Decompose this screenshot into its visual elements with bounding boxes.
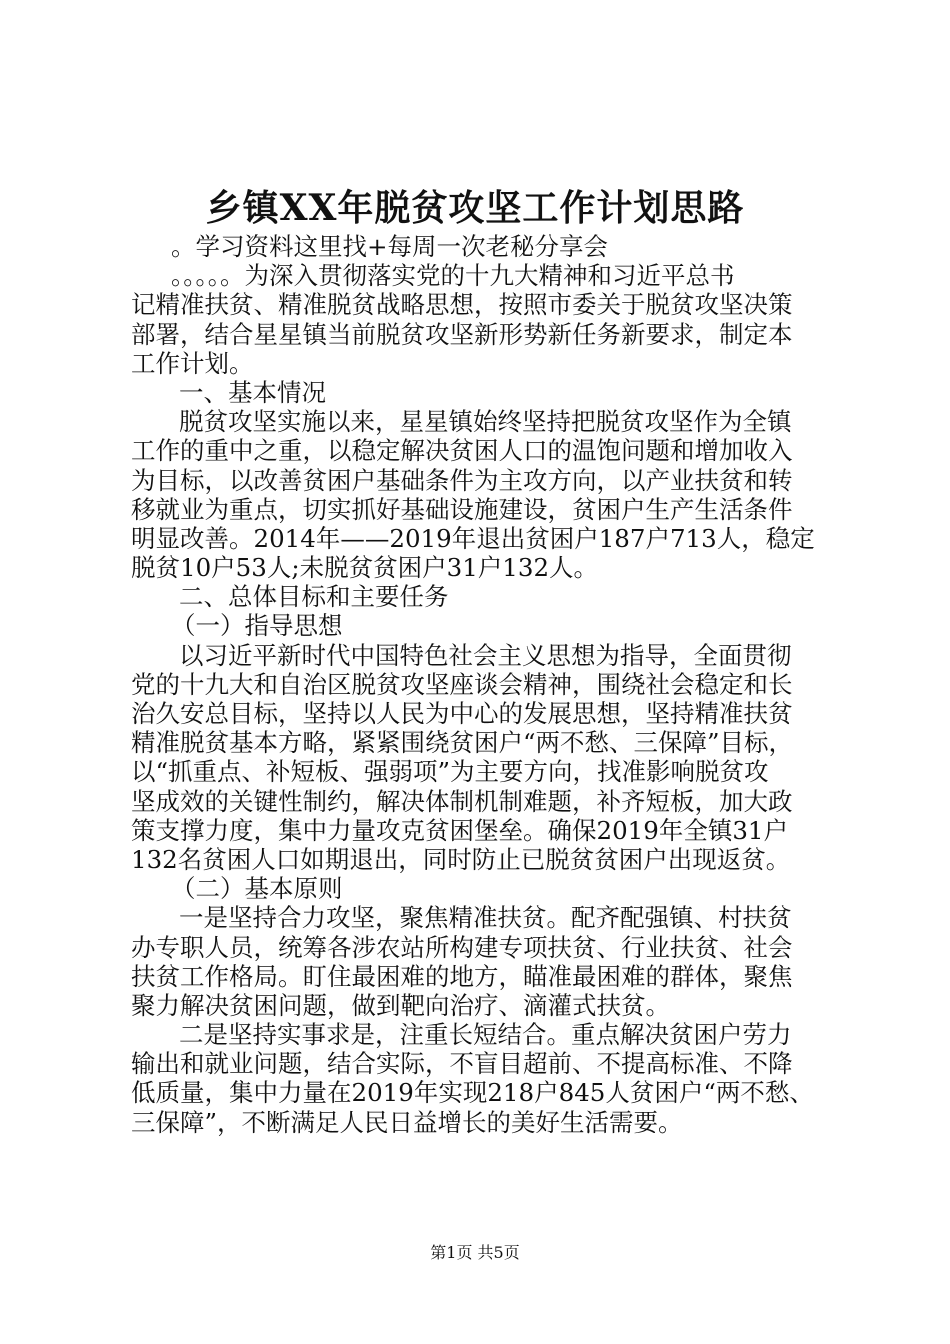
subsection-heading: （一）指导思想 xyxy=(171,611,343,641)
text-line: 。学习资料这里找+每周一次老秘分享会 xyxy=(171,232,609,261)
text-line: 以习近平新时代中国特色社会主义思想为指导，全面贯彻 xyxy=(179,640,792,670)
document-body xyxy=(131,232,831,1137)
document-title: 乡镇XX年脱贫攻坚工作计划思路 xyxy=(205,187,745,229)
text-line: 脱贫攻坚实施以来，星星镇始终坚持把脱贫攻坚作为全镇 xyxy=(179,407,792,437)
text-line: 党的十九大和自治区脱贫攻坚座谈会精神，围绕社会稳定和长 xyxy=(131,669,793,699)
text-line: 一是坚持合力攻坚，聚焦精准扶贫。配齐配强镇、村扶贫 xyxy=(179,903,792,933)
text-line: 脱贫10户53人;未脱贫贫困户31户132人。 xyxy=(131,553,599,583)
text-line: 二是坚持实事求是，注重长短结合。重点解决贫困户劳力 xyxy=(179,1020,792,1050)
text-line: 扶贫工作格局。盯住最困难的地方，瞄准最困难的群体，聚焦 xyxy=(131,961,793,991)
page-footer: 第1页 共5页 xyxy=(430,1243,520,1262)
section-heading: 一、基本情况 xyxy=(179,377,326,407)
section-heading: 二、总体目标和主要任务 xyxy=(179,582,449,612)
text-line: 低质量，集中力量在2019年实现218户845人贫困户“两不愁、 xyxy=(131,1078,814,1108)
text-line: 策支撑力度，集中力量攻克贫困堡垒。确保2019年全镇31户 xyxy=(131,815,789,845)
text-line: 132名贫困人口如期退出，同时防止已脱贫贫困户出现返贫。 xyxy=(131,844,791,874)
text-line: 记精准扶贫、精准脱贫战略思想，按照市委关于脱贫攻坚决策 xyxy=(131,290,793,320)
text-line: 部署，结合星星镇当前脱贫攻坚新形势新任务新要求，制定本 xyxy=(131,319,793,349)
text-line: 移就业为重点，切实抓好基础设施建设，贫困户生产生活条件 xyxy=(131,494,793,524)
text-line: 以“抓重点、补短板、强弱项”为主要方向，找准影响脱贫攻 xyxy=(131,757,769,787)
text-line: 坚成效的关键性制约，解决体制机制难题，补齐短板，加大政 xyxy=(131,786,793,816)
text-line: 工作计划。 xyxy=(131,348,254,378)
text-line: 输出和就业问题，结合实际，不盲目超前、不提高标准、不降 xyxy=(131,1049,793,1079)
text-line: 明显改善。2014年——2019年退出贫困户187户713人，稳定 xyxy=(131,523,815,553)
text-line: 为目标，以改善贫困户基础条件为主攻方向，以产业扶贫和转 xyxy=(131,465,793,495)
text-line: 治久安总目标，坚持以人民为中心的发展思想，坚持精准扶贫 xyxy=(131,699,793,728)
text-line: 三保障”，不断满足人民日益增长的美好生活需要。 xyxy=(131,1107,683,1137)
text-line: 办专职人员，统筹各涉农站所构建专项扶贫、行业扶贫、社会 xyxy=(131,932,793,962)
text-line: 精准脱贫基本方略，紧紧围绕贫困户“两不愁、三保障”目标， xyxy=(131,728,794,758)
subsection-heading: （二）基本原则 xyxy=(171,874,343,904)
text-line: 。。。。。为深入贯彻落实党的十九大精神和习近平总书 xyxy=(171,261,735,291)
text-line: 聚力解决贫困问题，做到靶向治疗、滴灌式扶贫。 xyxy=(131,990,670,1020)
text-line: 工作的重中之重，以稳定解决贫困人口的温饱问题和增加收入 xyxy=(131,436,793,466)
